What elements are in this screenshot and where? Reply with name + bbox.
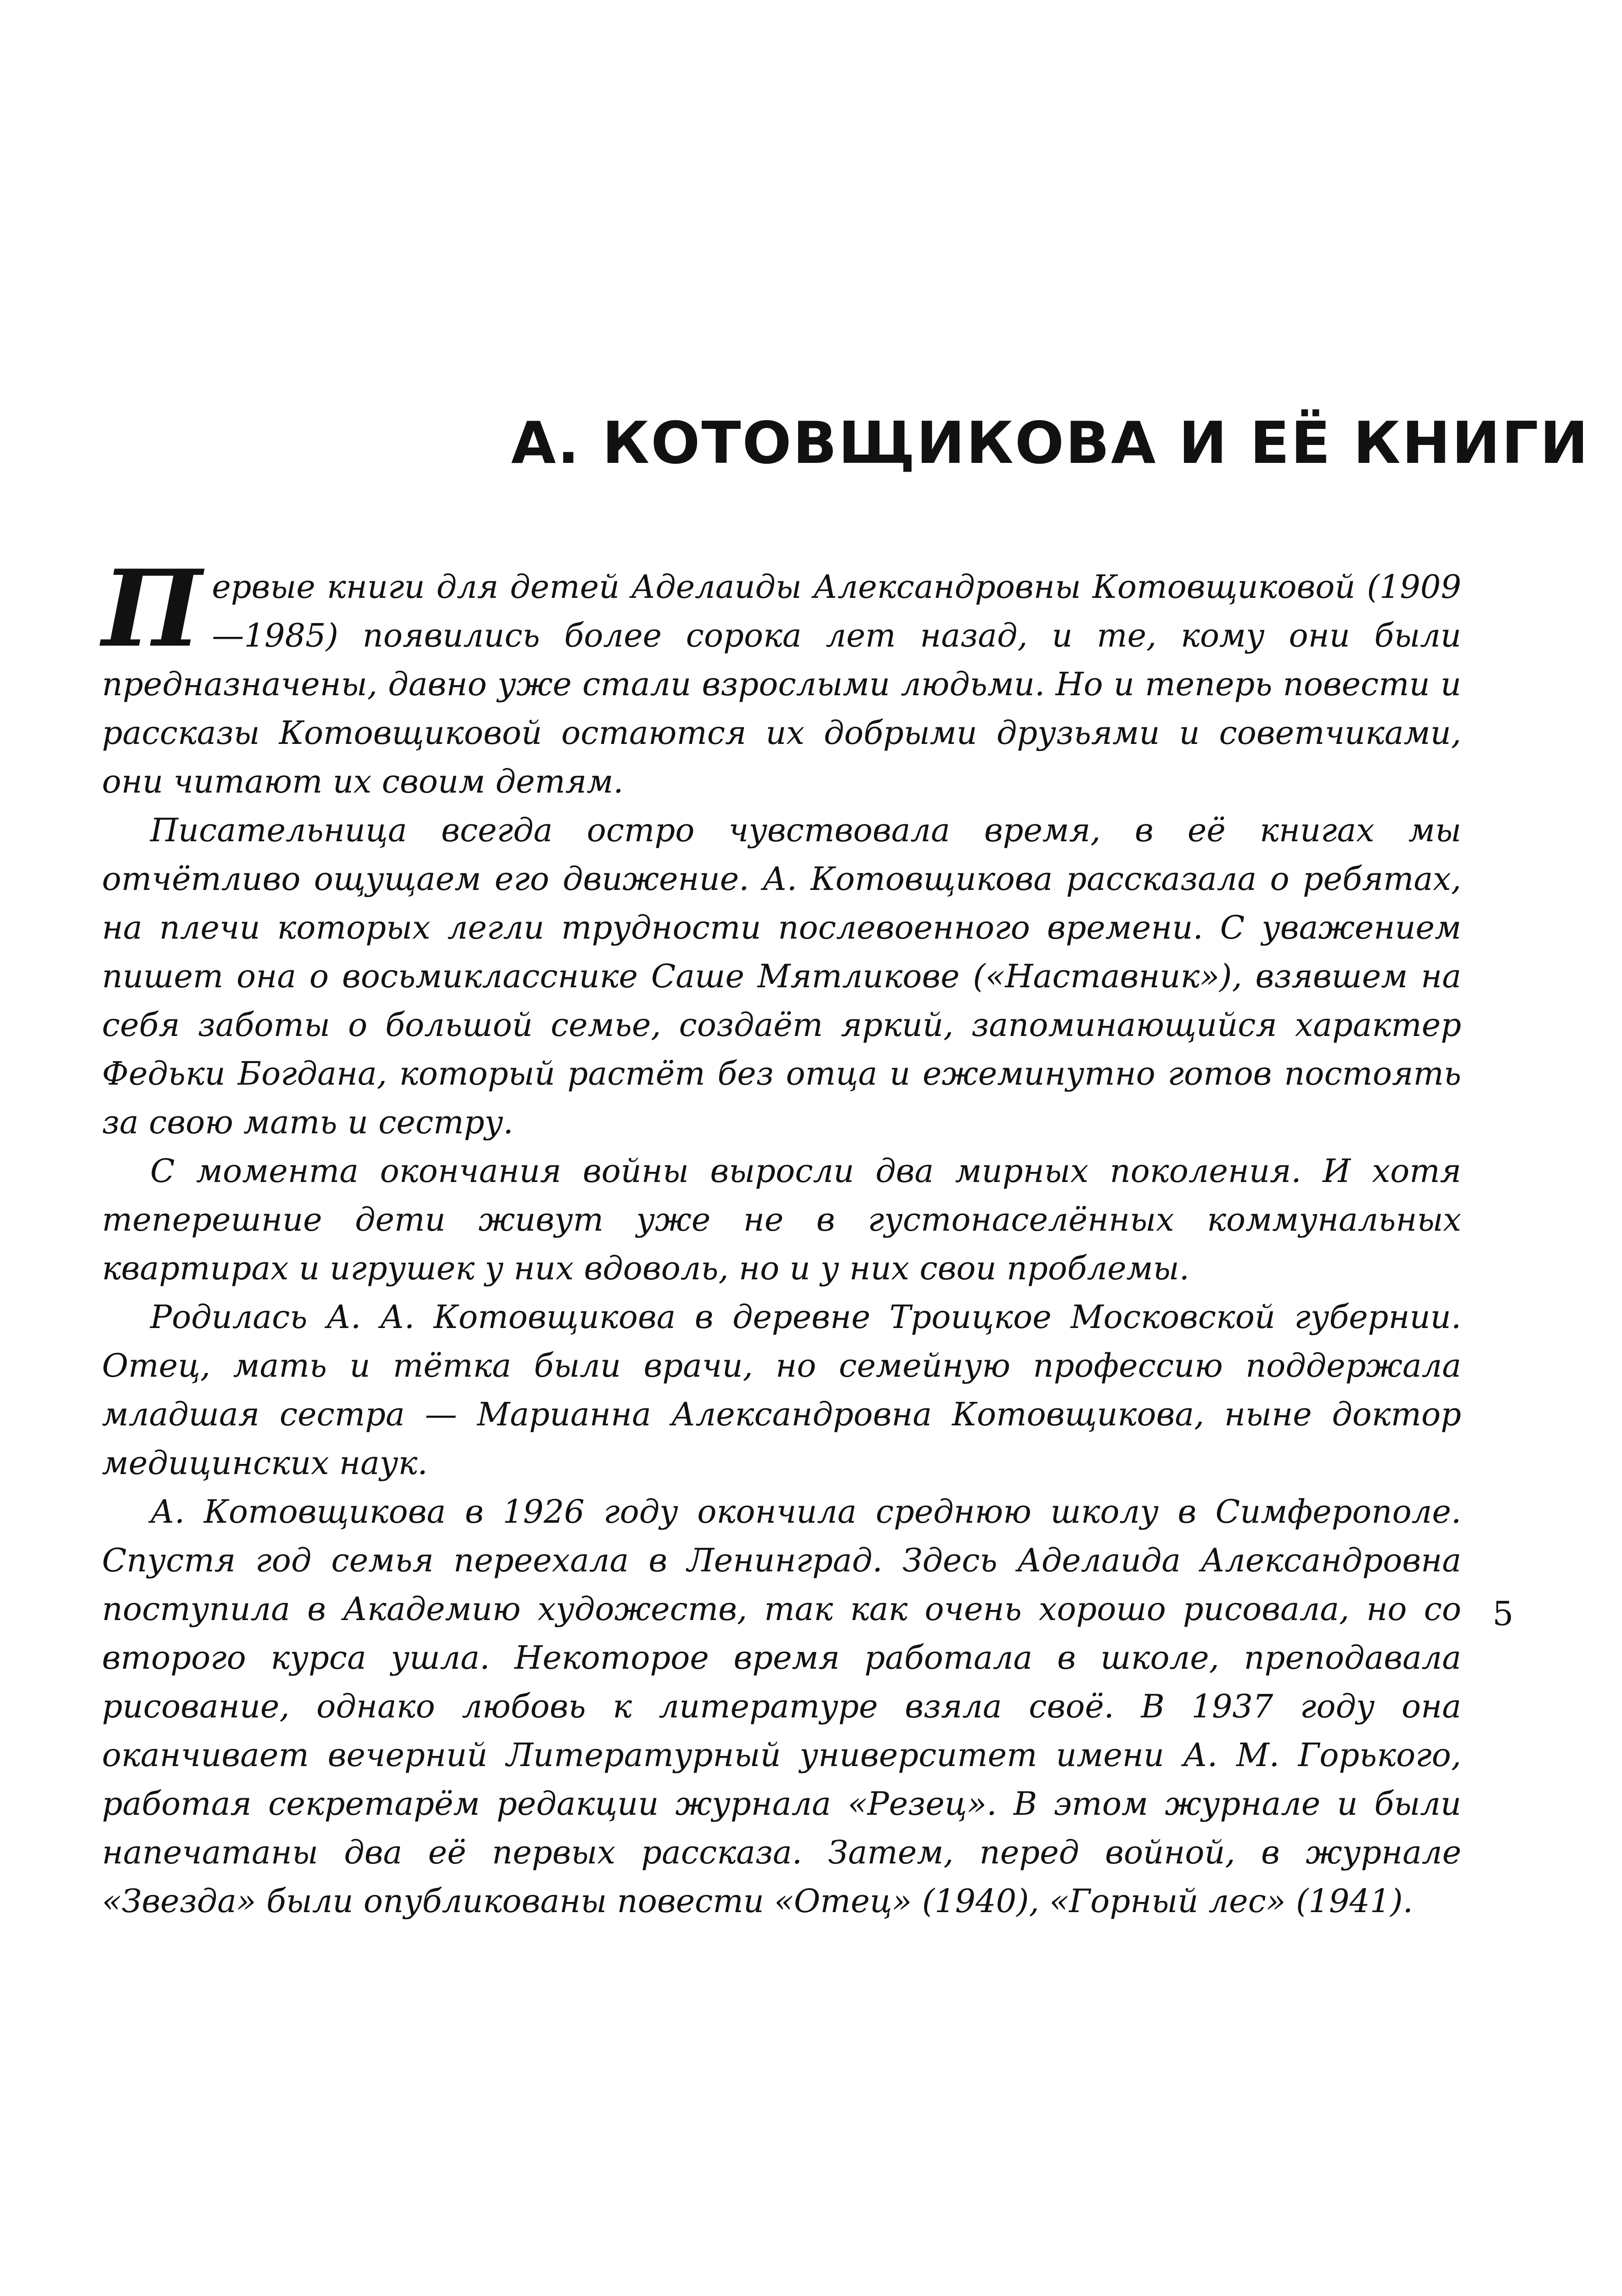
drop-cap: П [102, 547, 202, 671]
article-body [102, 547, 1461, 1925]
paragraph-3: С момента окончания войны выросли два мирных поколения. И хотя теперешние дети живут уже не в густонаселённых коммунальных квартирах и игрушек у них вдоволь, но и у них свои проблемы. [102, 1152, 1461, 1287]
paragraph-2: Писательница всегда остро чувствовала время, в её книгах мы отчётливо ощущаем его движение. А. Котовщикова рассказала о ребятах, на плечи которых легли трудности послевоенного времени. С уважением пишет она о восьмикласснике Саше Мятликове («Наставник»), взявшем на себя заботы о большой семье, создаёт яркий, запоминающийся характер Федьки Богдана, который растёт без отца и ежеминутно готов постоять за свою мать и сестру. [102, 811, 1461, 1141]
page-title: А. КОТОВЩИКОВА И ЕЁ КНИГИ [511, 409, 1590, 477]
page-number: 5 [1492, 1594, 1514, 1633]
paragraph-1-text: ервые книги для детей Аделаиды Александровны Котовщиковой (1909—1985) появились более сорока лет назад, и те, кому они были предназначены, давно уже стали взрослыми людьми. Но и теперь повести и рассказы Котовщиковой остаются их добрыми друзьями и советчиками, они читают их своим детям. [102, 568, 1461, 800]
paragraph-1 [102, 547, 1461, 806]
paragraph-5: А. Котовщикова в 1926 году окончила среднюю школу в Симферополе. Спустя год семья переехала в Ленинград. Здесь Аделаида Александровна поступила в Академию художеств, так как очень хорошо рисовала, но со второго курса ушла. Некоторое время работала в школе, преподавала рисование, однако любовь к литературе взяла своё. В 1937 году она оканчивает вечерний Литературный университет имени А. М. Горького, работая секретарём редакции журнала «Резец». В этом журнале и были напечатаны два её первых рассказа. Затем, перед войной, в журнале «Звезда» были опубликованы повести «Отец» (1940), «Горный лес» (1941). [102, 1493, 1461, 1920]
paragraph-4: Родилась А. А. Котовщикова в деревне Троицкое Московской губернии. Отец, мать и тётка были врачи, но семейную профессию поддержала младшая сестра — Марианна Александровна Котовщикова, ныне доктор медицинских наук. [102, 1298, 1461, 1482]
